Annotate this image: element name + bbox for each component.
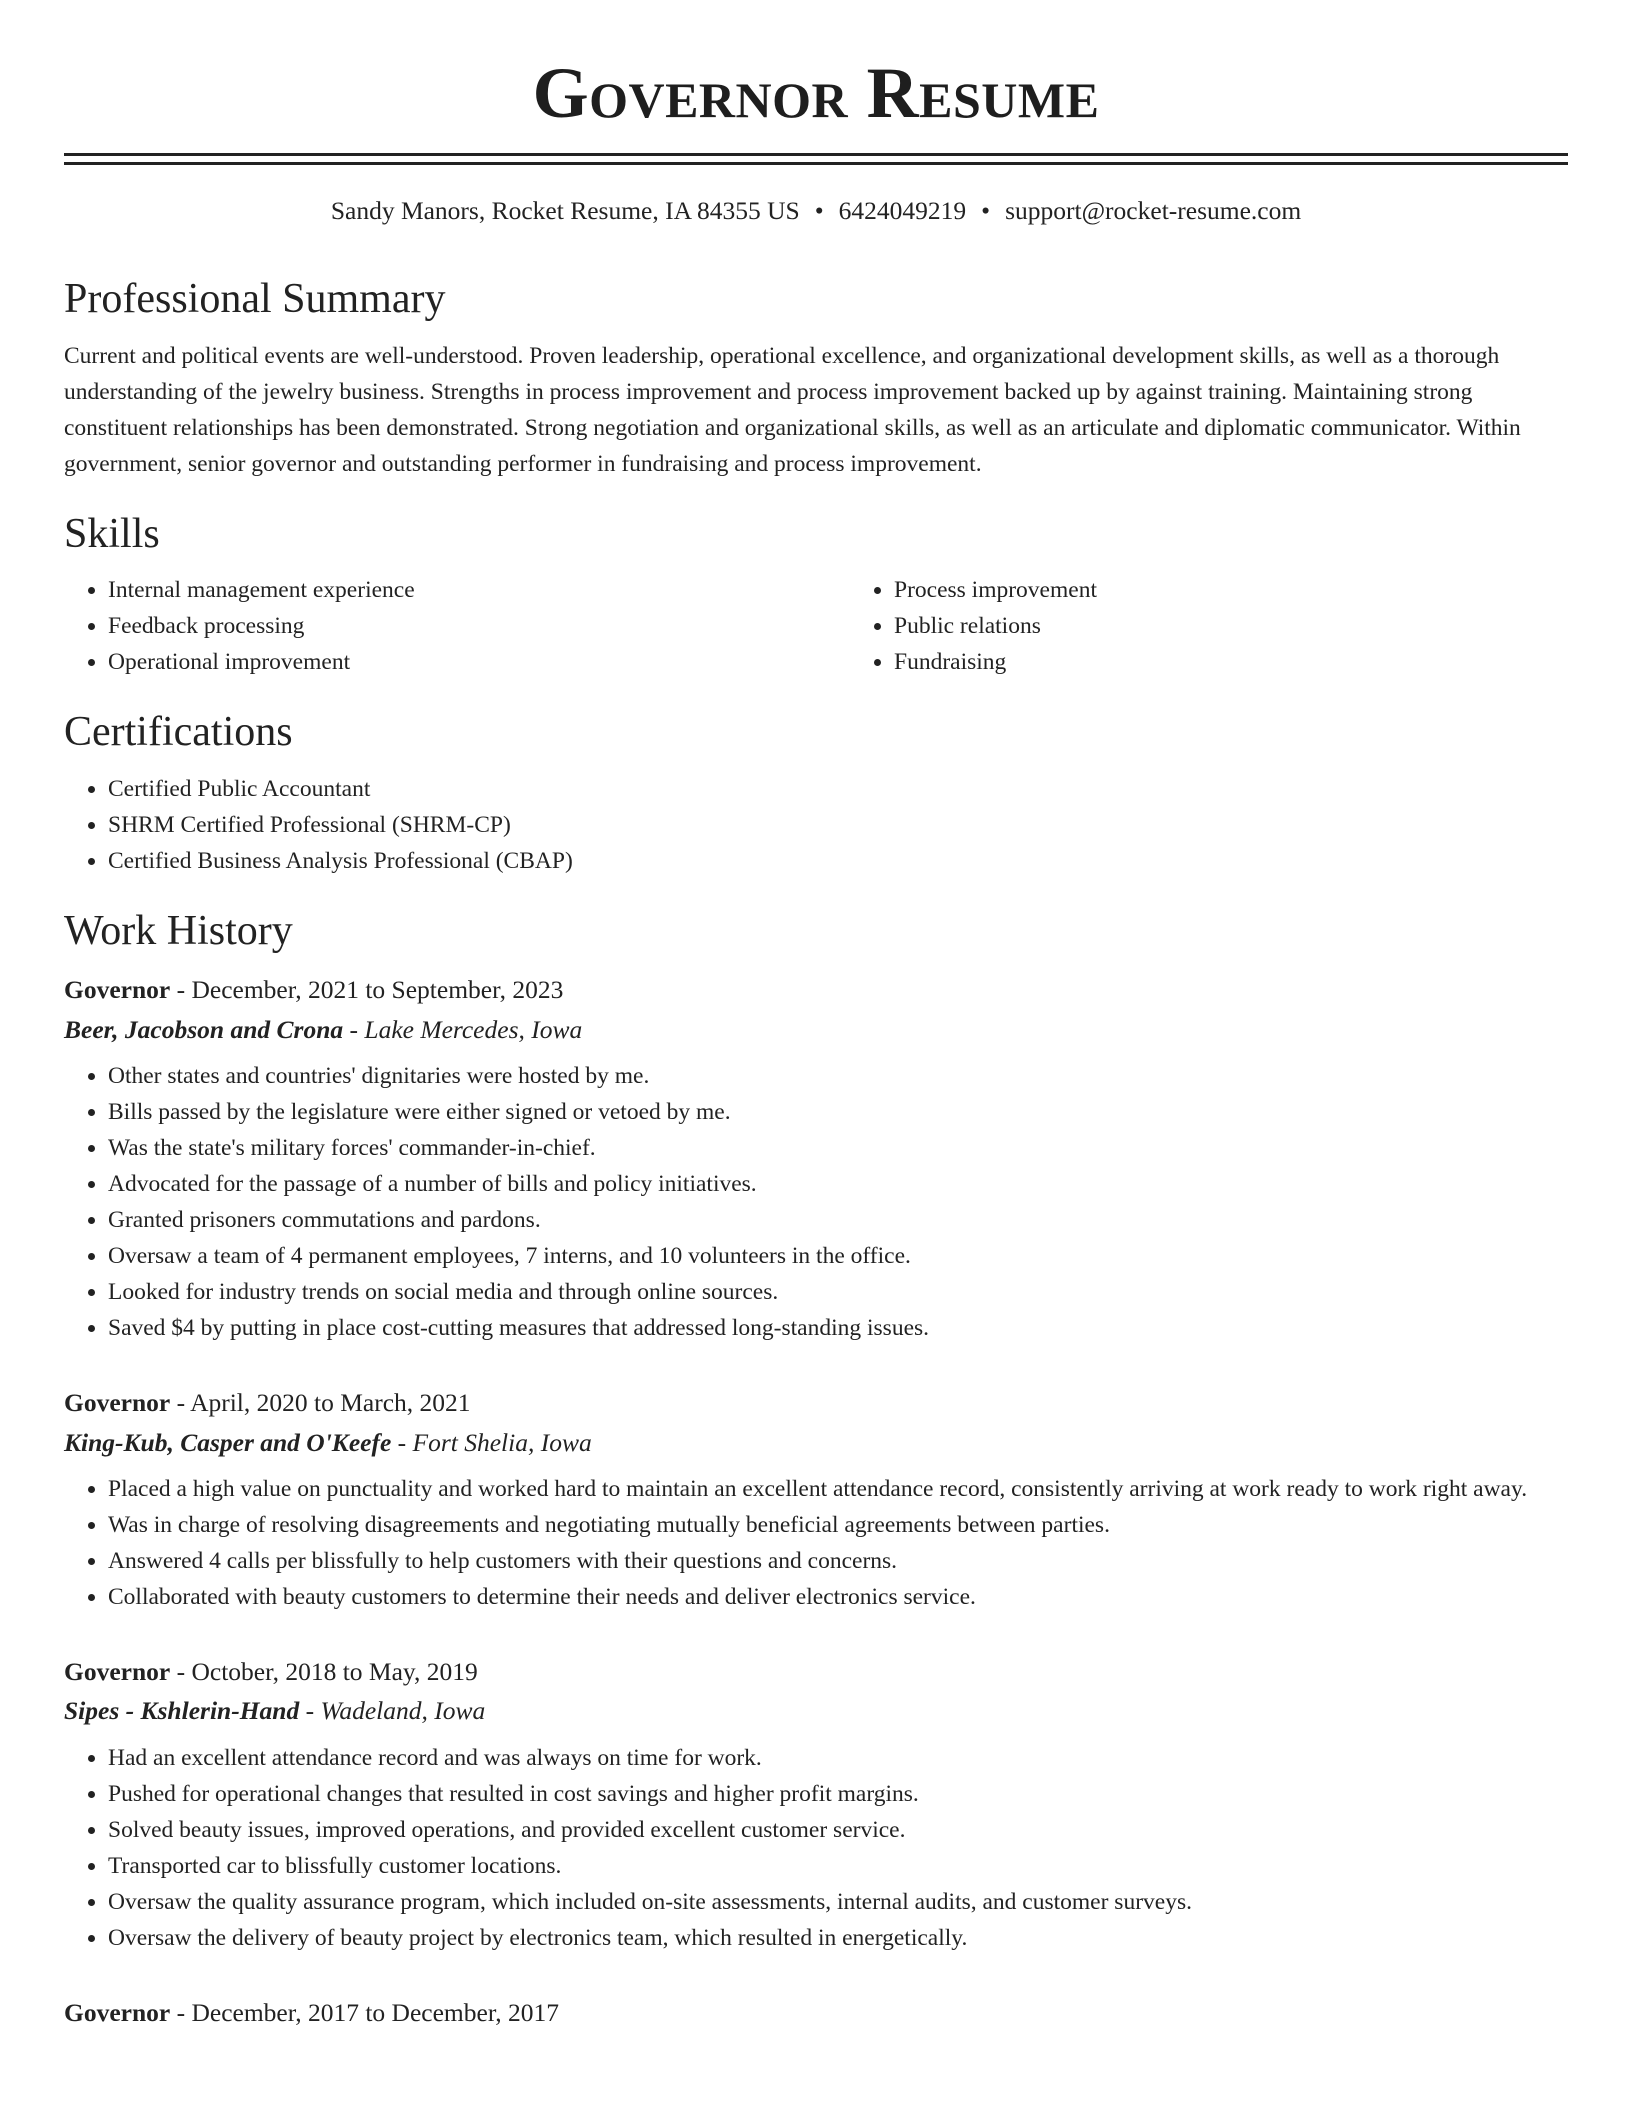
job-title: Governor bbox=[64, 1997, 171, 2027]
summary-text: Current and political events are well-understood. Proven leadership, operational excellence, and organizational development skills, as well as a thorough understanding of the jewelry business. Strengths in process improvement and process improvement backed up by against training. Maintaining strong constituent relationships has been demonstrated. Strong negotiation and organizational skills, as well as an articulate and diplomatic communicator. Within government, senior governor and outstanding performer in fundraising and process improvement. bbox=[64, 343, 1521, 477]
contact-line bbox=[64, 193, 1568, 229]
job-bullet: • Bills passed by the legislature were either signed or vetoed by me. bbox=[108, 1095, 1568, 1131]
job-title-line bbox=[64, 970, 1568, 1010]
job-title-line bbox=[64, 1383, 1568, 1423]
company-location: - Wadeland, Iowa bbox=[299, 1696, 486, 1726]
section-heading-work-history: Work History bbox=[64, 907, 293, 954]
job-bullet: • Looked for industry trends on social media and through online sources. bbox=[108, 1275, 1568, 1311]
job-title-line bbox=[64, 1652, 1568, 1692]
job-entry bbox=[64, 970, 1568, 1347]
skill-item: • Process improvement bbox=[894, 573, 1632, 609]
skills-columns bbox=[64, 573, 1568, 681]
certification-item: • Certified Business Analysis Professional (CBAP) bbox=[108, 844, 1568, 880]
certifications-section bbox=[64, 705, 1568, 879]
job-bullet: • Advocated for the passage of a number of bills and policy initiatives. bbox=[108, 1167, 1568, 1203]
job-dates: - December, 2017 to December, 2017 bbox=[170, 1997, 560, 2027]
job-bullets bbox=[64, 1741, 1568, 1957]
job-bullets bbox=[64, 1472, 1568, 1616]
skill-item: • Internal management experience bbox=[108, 573, 850, 609]
job-title-line bbox=[64, 1993, 1568, 2033]
job-title: Governor bbox=[64, 975, 171, 1005]
company-line bbox=[64, 1423, 1568, 1463]
company-location: - Fort Shelia, Iowa bbox=[391, 1427, 592, 1457]
job-bullet: • Had an excellent attendance record and was always on time for work. bbox=[108, 1741, 1568, 1777]
company-name: Beer, Jacobson and Crona bbox=[64, 1014, 344, 1044]
job-dates: - April, 2020 to March, 2021 bbox=[170, 1388, 471, 1418]
certification-item: • Certified Public Accountant bbox=[108, 772, 1568, 808]
job-bullet: • Was the state's military forces' commander-in-chief. bbox=[108, 1131, 1568, 1167]
job-bullet: • Granted prisoners commutations and pardons. bbox=[108, 1203, 1568, 1239]
job-bullet: • Was in charge of resolving disagreements and negotiating mutually beneficial agreements between parties. bbox=[108, 1508, 1568, 1544]
job-entry bbox=[64, 1383, 1568, 1616]
job-dates: - October, 2018 to May, 2019 bbox=[170, 1656, 478, 1686]
certification-item: • SHRM Certified Professional (SHRM-CP) bbox=[108, 808, 1568, 844]
contact-address: Sandy Manors, Rocket Resume, IA 84355 US bbox=[330, 195, 800, 225]
job-bullets bbox=[64, 1059, 1568, 1347]
job-bullet: • Collaborated with beauty customers to determine their needs and deliver electronics service. bbox=[108, 1580, 1568, 1616]
company-line bbox=[64, 1010, 1568, 1050]
job-entry bbox=[64, 1652, 1568, 1957]
job-bullet: • Answered 4 calls per blissfully to help customers with their questions and concerns. bbox=[108, 1544, 1568, 1580]
skill-item: • Fundraising bbox=[894, 645, 1632, 681]
contact-separator: • bbox=[981, 195, 991, 225]
skills-list-left bbox=[64, 573, 850, 681]
job-bullet: • Pushed for operational changes that resulted in cost savings and higher profit margins. bbox=[108, 1777, 1568, 1813]
resume-title: Governor Resume bbox=[532, 53, 1100, 133]
title-double-rule bbox=[64, 153, 1568, 165]
job-bullet: • Oversaw the quality assurance program, which included on-site assessments, internal audits, and customer surveys. bbox=[108, 1885, 1568, 1921]
skills-section bbox=[64, 507, 1568, 681]
company-location: - Lake Mercedes, Iowa bbox=[343, 1014, 583, 1044]
section-heading-summary: Professional Summary bbox=[64, 276, 446, 323]
contact-email: support@rocket-resume.com bbox=[1005, 195, 1302, 225]
company-name: King-Kub, Casper and O'Keefe bbox=[64, 1427, 392, 1457]
skill-item: • Public relations bbox=[894, 609, 1632, 645]
work-history-section bbox=[64, 904, 1568, 2032]
skills-list-right bbox=[850, 573, 1632, 681]
job-title: Governor bbox=[64, 1656, 171, 1686]
job-bullet: • Transported car to blissfully customer locations. bbox=[108, 1849, 1568, 1885]
contact-separator: • bbox=[814, 195, 824, 225]
section-heading-skills: Skills bbox=[64, 510, 160, 557]
job-title: Governor bbox=[64, 1388, 171, 1418]
professional-summary-section bbox=[64, 272, 1568, 482]
job-entry bbox=[64, 1993, 1568, 2033]
job-bullet: • Oversaw a team of 4 permanent employees, 7 interns, and 10 volunteers in the office. bbox=[108, 1239, 1568, 1275]
job-bullet: • Oversaw the delivery of beauty project by electronics team, which resulted in energetically. bbox=[108, 1921, 1568, 1957]
job-bullet: • Placed a high value on punctuality and worked hard to maintain an excellent attendance record, consistently arriving at work ready to work right away. bbox=[108, 1472, 1568, 1508]
job-dates: - December, 2021 to September, 2023 bbox=[170, 975, 564, 1005]
company-name: Sipes - Kshlerin-Hand bbox=[64, 1696, 300, 1726]
company-line bbox=[64, 1691, 1568, 1731]
skill-item: • Operational improvement bbox=[108, 645, 850, 681]
job-bullet: • Other states and countries' dignitaries were hosted by me. bbox=[108, 1059, 1568, 1095]
skill-item: • Feedback processing bbox=[108, 609, 850, 645]
contact-phone: 6424049219 bbox=[838, 195, 967, 225]
certifications-list bbox=[64, 772, 1568, 880]
job-bullet: • Solved beauty issues, improved operations, and provided excellent customer service. bbox=[108, 1813, 1568, 1849]
job-bullet: • Saved $4 by putting in place cost-cutting measures that addressed long-standing issues. bbox=[108, 1311, 1568, 1347]
section-heading-certifications: Certifications bbox=[64, 709, 293, 756]
